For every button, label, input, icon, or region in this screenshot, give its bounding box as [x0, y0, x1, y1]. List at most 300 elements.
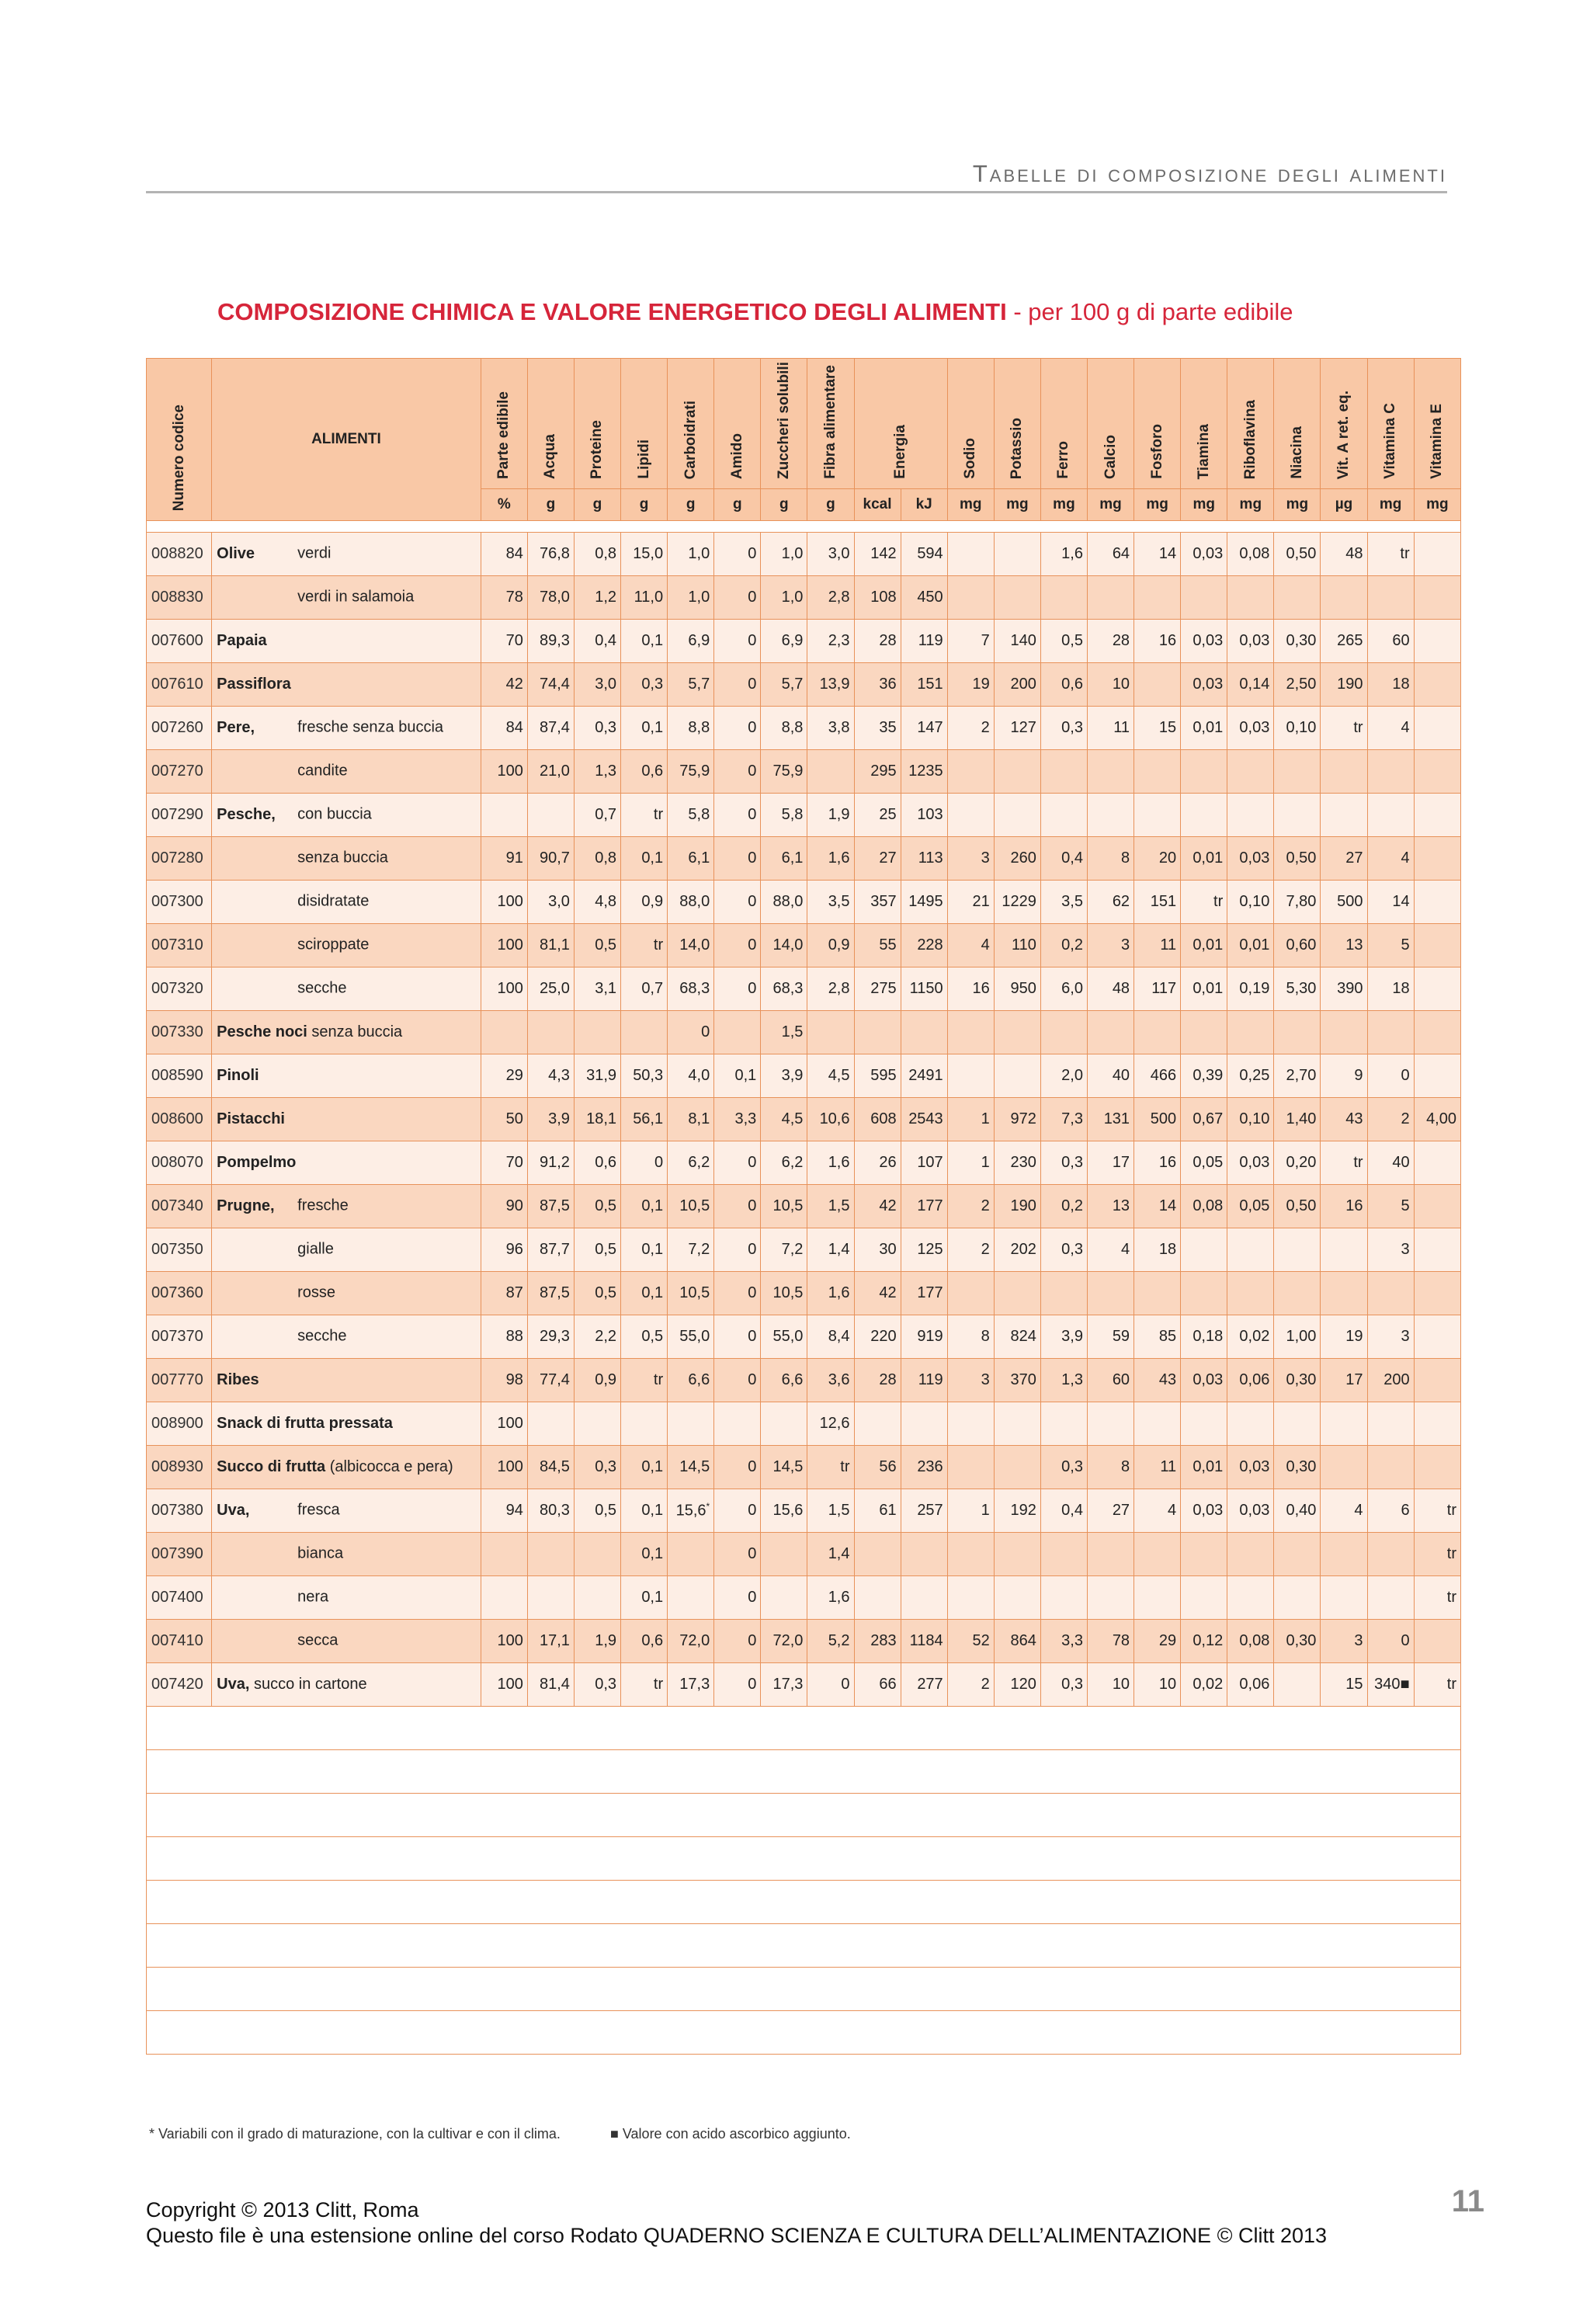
- nutrient-value: tr: [621, 1358, 668, 1402]
- food-name-cell: [212, 575, 481, 619]
- nutrient-value: 0,20: [1274, 1141, 1321, 1184]
- column-header-label: Parte edibile: [495, 391, 512, 479]
- nutrient-value: 100: [481, 1619, 527, 1662]
- nutrient-value: [1414, 749, 1460, 793]
- nutrient-value: 0: [714, 923, 761, 967]
- nutrient-value: 3,9: [1040, 1315, 1087, 1358]
- nutrient-value: 236: [901, 1445, 947, 1489]
- nutrient-value: [1227, 1228, 1274, 1271]
- nutrient-value: [1040, 1532, 1087, 1575]
- nutrient-value: 62: [1087, 880, 1133, 923]
- nutrient-value: 0: [714, 793, 761, 836]
- nutrient-value: 7,2: [668, 1228, 714, 1271]
- nutrient-value: 7: [947, 619, 994, 662]
- nutrient-value: 43: [1134, 1358, 1181, 1402]
- nutrient-value: [1227, 1575, 1274, 1619]
- food-name: Passiflora: [217, 675, 291, 693]
- nutrient-value: [901, 1402, 947, 1445]
- nutrient-value: 0,1: [621, 706, 668, 749]
- nutrient-value: 0,03: [1227, 619, 1274, 662]
- food-code: 007320: [147, 967, 212, 1010]
- food-code: 007370: [147, 1315, 212, 1358]
- column-header-label: Acqua: [542, 433, 559, 479]
- nutrient-value: 7,3: [1040, 1097, 1087, 1141]
- nutrient-value: 0: [714, 619, 761, 662]
- nutrient-value: 0: [714, 1445, 761, 1489]
- unit-cell: mg: [1040, 488, 1087, 520]
- food-name-cell: [212, 1402, 481, 1445]
- food-name-cell: [212, 1662, 481, 1706]
- nutrient-value: 108: [854, 575, 901, 619]
- nutrient-value: [1274, 1010, 1321, 1054]
- nutrient-value: 4: [1367, 836, 1414, 880]
- nutrient-value: 30: [854, 1228, 901, 1271]
- nutrient-value: 85: [1134, 1315, 1181, 1358]
- nutrient-value: 87,5: [527, 1184, 574, 1228]
- nutrient-value: 0,30: [1274, 619, 1321, 662]
- nutrient-value: 14,0: [761, 923, 807, 967]
- nutrient-value: [1414, 1141, 1460, 1184]
- column-header-label: Sodio: [962, 438, 979, 479]
- nutrient-value: 7,80: [1274, 880, 1321, 923]
- food-name-cell: [212, 1619, 481, 1662]
- nutrient-value: [1367, 1402, 1414, 1445]
- nutrient-value: [1087, 1010, 1133, 1054]
- nutrient-value: [1414, 1315, 1460, 1358]
- nutrient-value: 0,01: [1181, 923, 1227, 967]
- nutrient-value: [1321, 1010, 1367, 1054]
- nutrient-value: [1414, 836, 1460, 880]
- nutrient-value: 81,4: [527, 1662, 574, 1706]
- nutrient-value: 16: [1134, 1141, 1181, 1184]
- nutrient-value: [1414, 662, 1460, 706]
- nutrient-value: 0,01: [1227, 923, 1274, 967]
- nutrient-value: [994, 1445, 1040, 1489]
- nutrient-value: 0,30: [1274, 1358, 1321, 1402]
- nutrient-value: 151: [901, 662, 947, 706]
- nutrient-value: [1181, 1575, 1227, 1619]
- nutrient-value: 100: [481, 967, 527, 1010]
- table-row: [147, 706, 1461, 749]
- nutrient-value: [1414, 1271, 1460, 1315]
- nutrient-value: 76,8: [527, 532, 574, 575]
- table-row: [147, 1184, 1461, 1228]
- nutrient-value: [1134, 1402, 1181, 1445]
- nutrient-value: tr: [1414, 1575, 1460, 1619]
- nutrient-value: [1414, 532, 1460, 575]
- nutrient-value: 0,3: [1040, 1662, 1087, 1706]
- nutrient-value: 1: [947, 1097, 994, 1141]
- nutrient-value: [854, 1532, 901, 1575]
- column-header-nutrient: [1274, 359, 1321, 489]
- table-row: [147, 532, 1461, 575]
- food-name-cell: [212, 836, 481, 880]
- table-row: [147, 1315, 1461, 1358]
- nutrient-value: [1134, 1271, 1181, 1315]
- nutrient-value: 1,0: [668, 532, 714, 575]
- nutrient-value: 0,8: [574, 532, 620, 575]
- nutrient-value: 3,3: [1040, 1619, 1087, 1662]
- food-variant: sciroppate: [297, 936, 370, 954]
- nutrient-value: [1414, 706, 1460, 749]
- nutrient-value: 113: [901, 836, 947, 880]
- nutrient-value: tr: [621, 923, 668, 967]
- nutrient-value: [1321, 1445, 1367, 1489]
- nutrient-value: 0: [714, 532, 761, 575]
- nutrient-value: 190: [994, 1184, 1040, 1228]
- nutrient-value: 0,50: [1274, 836, 1321, 880]
- nutrient-value: 202: [994, 1228, 1040, 1271]
- nutrient-value: [994, 1271, 1040, 1315]
- nutrient-value: 77,4: [527, 1358, 574, 1402]
- column-header-nutrient: [714, 359, 761, 489]
- copyright-line: Copyright © 2013 Clitt, Roma: [146, 2198, 419, 2222]
- nutrient-value: 14: [1134, 1184, 1181, 1228]
- nutrient-value: [1134, 575, 1181, 619]
- nutrient-value: [761, 1532, 807, 1575]
- nutrient-value: 88,0: [761, 880, 807, 923]
- nutrient-value: 127: [994, 706, 1040, 749]
- food-variant: secca: [297, 1631, 338, 1649]
- nutrient-value: [1367, 1010, 1414, 1054]
- nutrient-value: [994, 749, 1040, 793]
- nutrient-value: 60: [1087, 1358, 1133, 1402]
- nutrient-value: 19: [1321, 1315, 1367, 1358]
- nutrient-value: 2: [947, 706, 994, 749]
- empty-row: [147, 1749, 1461, 1793]
- nutrient-value: 3: [1321, 1619, 1367, 1662]
- nutrient-value: [1321, 749, 1367, 793]
- nutrient-value: 0,3: [621, 662, 668, 706]
- nutrient-value: [901, 1532, 947, 1575]
- nutrient-value: [1274, 1228, 1321, 1271]
- header-divider: [146, 191, 1447, 193]
- nutrient-value: [947, 575, 994, 619]
- nutrient-value: 0,2: [1040, 923, 1087, 967]
- nutrient-value: 84,5: [527, 1445, 574, 1489]
- nutrient-value: 220: [854, 1315, 901, 1358]
- nutrient-value: tr: [1414, 1489, 1460, 1532]
- nutrient-value: 4,00: [1414, 1097, 1460, 1141]
- table-row: [147, 1228, 1461, 1271]
- nutrient-value: 0: [714, 880, 761, 923]
- nutrient-value: 119: [901, 619, 947, 662]
- nutrient-value: [994, 1010, 1040, 1054]
- food-name-cell: [212, 1054, 481, 1097]
- column-header-label: Riboflavina: [1241, 399, 1258, 479]
- nutrient-value: [1274, 575, 1321, 619]
- nutrient-value: 2,50: [1274, 662, 1321, 706]
- nutrient-value: [1274, 793, 1321, 836]
- nutrient-value: 0,3: [1040, 1228, 1087, 1271]
- food-name-cell: [212, 793, 481, 836]
- nutrient-value: 70: [481, 619, 527, 662]
- nutrient-value: 11: [1134, 923, 1181, 967]
- nutrient-value: 0,03: [1181, 619, 1227, 662]
- column-header-nutrient: [1414, 359, 1460, 489]
- column-header-label: Fosforo: [1148, 424, 1165, 479]
- food-variant: verdi: [297, 544, 332, 562]
- nutrient-value: 0,10: [1227, 880, 1274, 923]
- nutrient-value: [1274, 1271, 1321, 1315]
- nutrient-value: [1414, 1010, 1460, 1054]
- nutrient-value: 3,0: [807, 532, 854, 575]
- nutrient-value: 11: [1087, 706, 1133, 749]
- nutrient-value: 29: [1134, 1619, 1181, 1662]
- nutrient-value: 450: [901, 575, 947, 619]
- nutrient-value: 3,9: [527, 1097, 574, 1141]
- nutrient-value: 2,0: [1040, 1054, 1087, 1097]
- nutrient-value: 0,1: [621, 1271, 668, 1315]
- nutrient-value: 5,7: [668, 662, 714, 706]
- table-row: [147, 1097, 1461, 1141]
- nutrient-value: 1150: [901, 967, 947, 1010]
- column-header-label: Niacina: [1288, 426, 1305, 479]
- nutrient-value: [1040, 1010, 1087, 1054]
- nutrient-value: [527, 1532, 574, 1575]
- nutrient-value: [1367, 1445, 1414, 1489]
- nutrient-value: 78: [481, 575, 527, 619]
- column-header-label: Potassio: [1009, 417, 1026, 479]
- nutrient-value: 87: [481, 1271, 527, 1315]
- nutrient-value: 5: [1367, 1184, 1414, 1228]
- nutrient-value: 0,03: [1181, 1358, 1227, 1402]
- nutrient-value: 0,01: [1181, 967, 1227, 1010]
- nutrient-value: 18: [1367, 967, 1414, 1010]
- nutrient-value: 90: [481, 1184, 527, 1228]
- table-row: [147, 1445, 1461, 1489]
- nutrient-value: 36: [854, 662, 901, 706]
- nutrient-value: 80,3: [527, 1489, 574, 1532]
- unit-cell: kJ: [901, 488, 947, 520]
- nutrient-value: 96: [481, 1228, 527, 1271]
- empty-row: [147, 1836, 1461, 1880]
- nutrient-value: 0,8: [574, 836, 620, 880]
- nutrient-value: 6: [1367, 1489, 1414, 1532]
- nutrient-value: 1,5: [807, 1184, 854, 1228]
- nutrient-value: 17: [1087, 1141, 1133, 1184]
- food-name: Pistacchi: [217, 1110, 285, 1127]
- column-header-nutrient: [947, 359, 994, 489]
- nutrient-value: 0: [714, 1228, 761, 1271]
- nutrient-value: [1040, 1402, 1087, 1445]
- nutrient-value: [1134, 1575, 1181, 1619]
- nutrient-value: 16: [1321, 1184, 1367, 1228]
- food-variant: disidratate: [297, 892, 370, 910]
- nutrient-value: [668, 1575, 714, 1619]
- nutrient-value: 0,1: [621, 1532, 668, 1575]
- nutrient-value: 8,8: [668, 706, 714, 749]
- food-variant: nera: [297, 1588, 329, 1606]
- nutrient-value: 283: [854, 1619, 901, 1662]
- empty-row: [147, 1967, 1461, 2010]
- nutrient-value: 0: [714, 1619, 761, 1662]
- unit-cell: mg: [1087, 488, 1133, 520]
- nutrient-value: 4: [1321, 1489, 1367, 1532]
- nutrient-value: 40: [1367, 1141, 1414, 1184]
- nutrient-value: 14,5: [761, 1445, 807, 1489]
- nutrient-value: 66: [854, 1662, 901, 1706]
- nutrient-value: 15,0: [621, 532, 668, 575]
- food-code: 008070: [147, 1141, 212, 1184]
- column-header-nutrient: [761, 359, 807, 489]
- nutrient-value: 55: [854, 923, 901, 967]
- nutrient-value: [1321, 1228, 1367, 1271]
- nutrient-value: [527, 1575, 574, 1619]
- nutrient-value: [947, 1010, 994, 1054]
- food-name-cell: [212, 749, 481, 793]
- nutrient-value: 1,3: [1040, 1358, 1087, 1402]
- table-row: [147, 1575, 1461, 1619]
- nutrient-value: 2,2: [574, 1315, 620, 1358]
- nutrient-value: [481, 1010, 527, 1054]
- column-header-label: Fibra alimentare: [821, 365, 838, 479]
- nutrient-value: 42: [481, 662, 527, 706]
- footnote-square: ■ Valore con acido ascorbico aggiunto.: [610, 2126, 851, 2142]
- table-spacer: [147, 520, 1461, 532]
- nutrient-value: 466: [1134, 1054, 1181, 1097]
- food-name-cell: [212, 1358, 481, 1402]
- nutrient-value: [947, 1445, 994, 1489]
- nutrient-value: 0,5: [621, 1315, 668, 1358]
- nutrient-value: 21,0: [527, 749, 574, 793]
- nutrient-value: 84: [481, 532, 527, 575]
- nutrient-value: 87,7: [527, 1228, 574, 1271]
- nutrient-value: [901, 1010, 947, 1054]
- nutrient-value: 0,1: [714, 1054, 761, 1097]
- food-name: Uva,: [217, 1675, 250, 1693]
- nutrient-value: 15: [1134, 706, 1181, 749]
- nutrient-value: 0,6: [1040, 662, 1087, 706]
- food-variant: senza buccia: [307, 1023, 403, 1040]
- nutrient-value: 50: [481, 1097, 527, 1141]
- nutrient-value: 0,6: [621, 1619, 668, 1662]
- nutrient-value: tr: [1321, 706, 1367, 749]
- nutrient-value: [527, 793, 574, 836]
- nutrient-value: [1040, 793, 1087, 836]
- nutrient-value: 0,5: [574, 923, 620, 967]
- nutrient-value: 18: [1134, 1228, 1181, 1271]
- unit-cell: mg: [1134, 488, 1181, 520]
- nutrient-value: tr: [1414, 1662, 1460, 1706]
- nutrient-value: 68,3: [761, 967, 807, 1010]
- nutrient-value: 48: [1087, 967, 1133, 1010]
- nutrient-value: [1227, 749, 1274, 793]
- nutrient-value: 64: [1087, 532, 1133, 575]
- nutrient-value: [947, 793, 994, 836]
- nutrient-value: [1227, 1010, 1274, 1054]
- food-name-cell: [212, 619, 481, 662]
- nutrient-value: [994, 532, 1040, 575]
- nutrient-value: [1040, 749, 1087, 793]
- nutrient-value: 10: [1087, 1662, 1133, 1706]
- table-row: [147, 1662, 1461, 1706]
- nutrient-value: 4: [1087, 1228, 1133, 1271]
- nutrient-value: 0,08: [1227, 1619, 1274, 1662]
- column-header-nutrient: [574, 359, 620, 489]
- empty-row: [147, 1923, 1461, 1967]
- nutrient-value: 20: [1134, 836, 1181, 880]
- food-name-cell: [212, 1184, 481, 1228]
- nutrient-value: 42: [854, 1271, 901, 1315]
- nutrient-value: 1495: [901, 880, 947, 923]
- nutrient-value: 2491: [901, 1054, 947, 1097]
- nutrient-value: 2: [947, 1184, 994, 1228]
- nutrient-value: 0: [714, 1141, 761, 1184]
- nutrient-value: 125: [901, 1228, 947, 1271]
- nutrient-value: 1,9: [574, 1619, 620, 1662]
- nutrient-value: [1134, 662, 1181, 706]
- nutrient-value: 177: [901, 1184, 947, 1228]
- nutrient-value: 0: [714, 967, 761, 1010]
- nutrient-value: [714, 1010, 761, 1054]
- nutrient-value: 0,01: [1181, 706, 1227, 749]
- nutrient-value: 0,10: [1274, 706, 1321, 749]
- nutrient-value: 0,14: [1227, 662, 1274, 706]
- nutrient-value: 10,5: [761, 1271, 807, 1315]
- unit-cell: g: [527, 488, 574, 520]
- nutrient-value: [1040, 1575, 1087, 1619]
- nutrient-value: tr: [621, 1662, 668, 1706]
- food-name: Prugne,: [217, 1197, 275, 1214]
- nutrient-value: 0,3: [574, 1662, 620, 1706]
- nutrient-value: [947, 532, 994, 575]
- nutrient-value: 2,8: [807, 575, 854, 619]
- nutrient-value: 824: [994, 1315, 1040, 1358]
- column-header-label: Vitamina E: [1429, 404, 1446, 479]
- food-name-cell: [212, 923, 481, 967]
- nutrient-value: 4,5: [807, 1054, 854, 1097]
- nutrient-value: [854, 1010, 901, 1054]
- nutrient-value: 0,12: [1181, 1619, 1227, 1662]
- nutrient-value: 0,3: [1040, 1445, 1087, 1489]
- nutrient-value: 2,8: [807, 967, 854, 1010]
- nutrient-value: [1367, 1575, 1414, 1619]
- table-row: [147, 1532, 1461, 1575]
- nutrient-value: 0: [714, 706, 761, 749]
- food-code: 007330: [147, 1010, 212, 1054]
- nutrient-value: 5,2: [807, 1619, 854, 1662]
- nutrient-value: 864: [994, 1619, 1040, 1662]
- nutrient-value: 192: [994, 1489, 1040, 1532]
- footnote-marker: *: [706, 1501, 710, 1513]
- nutrient-value: 1,5: [761, 1010, 807, 1054]
- food-name-cell: [212, 1315, 481, 1358]
- nutrient-value: 0,3: [574, 706, 620, 749]
- column-header-label: Carboidrati: [682, 400, 699, 479]
- nutrient-value: [668, 1532, 714, 1575]
- nutrient-value: 6,6: [668, 1358, 714, 1402]
- nutrient-value: 100: [481, 1402, 527, 1445]
- nutrient-value: 27: [1087, 1489, 1133, 1532]
- nutrient-value: 107: [901, 1141, 947, 1184]
- food-name-cell: [212, 1575, 481, 1619]
- nutrient-value: 1,6: [1040, 532, 1087, 575]
- nutrient-value: [1321, 575, 1367, 619]
- food-name-cell: [212, 1097, 481, 1141]
- nutrient-value: tr: [1414, 1532, 1460, 1575]
- nutrient-value: 0,02: [1181, 1662, 1227, 1706]
- food-code: 008590: [147, 1054, 212, 1097]
- column-header-nutrient: [854, 359, 947, 489]
- column-header-nutrient: [994, 359, 1040, 489]
- nutrient-value: tr: [1367, 532, 1414, 575]
- column-header-label: Vitamina C: [1382, 403, 1399, 479]
- food-code: 007410: [147, 1619, 212, 1662]
- food-name-cell: [212, 1271, 481, 1315]
- nutrient-value: [1181, 1402, 1227, 1445]
- nutrient-value: 17,3: [668, 1662, 714, 1706]
